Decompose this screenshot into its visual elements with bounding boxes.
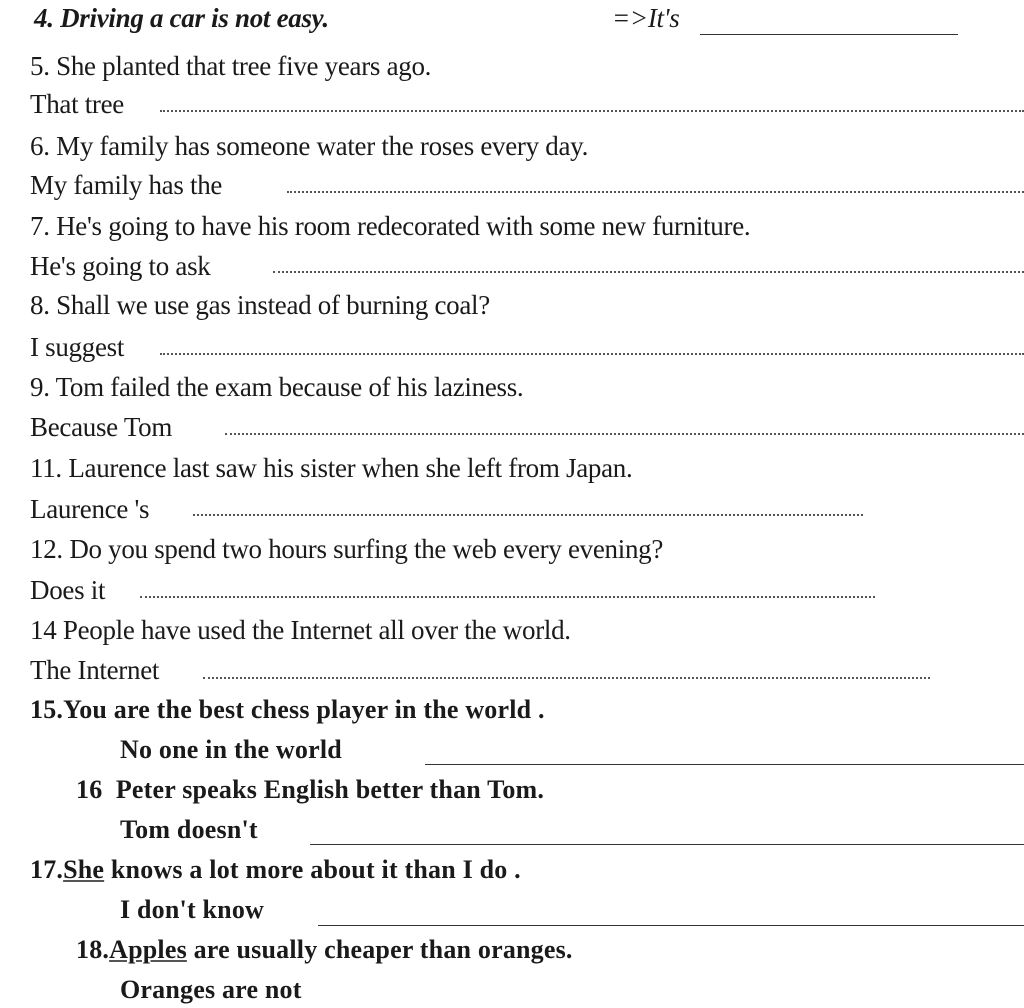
- answer-blank-11[interactable]: [193, 514, 863, 516]
- answer-blank-7[interactable]: [273, 271, 1024, 273]
- answer-blank-12[interactable]: [140, 596, 875, 598]
- question-number: 8.: [30, 290, 50, 320]
- answer-blank-14[interactable]: [203, 677, 930, 679]
- question-number: 5.: [30, 51, 50, 81]
- question-6: [30, 128, 588, 164]
- question-text: are usually cheaper than oranges.: [193, 935, 573, 964]
- question-11: [30, 450, 632, 486]
- answer-prompt-4: =>It's: [612, 3, 680, 33]
- question-number: 7.: [30, 211, 50, 241]
- answer-prompt-6: My family has the: [30, 170, 223, 200]
- question-number: 12.: [30, 534, 63, 564]
- answer-prompt-8: I suggest: [30, 332, 125, 362]
- question-number: 9.: [30, 372, 50, 402]
- answer-blank-4[interactable]: [700, 34, 958, 35]
- question-18: [76, 932, 573, 968]
- question-7: [30, 208, 750, 244]
- question-15: [30, 692, 545, 728]
- question-8: [30, 287, 490, 323]
- question-text: Peter speaks English better than Tom.: [115, 775, 545, 804]
- question-number: 18.: [76, 935, 110, 964]
- answer-blank-8[interactable]: [160, 353, 1024, 355]
- question-text: Do you spend two hours surfing the web every evening?: [69, 534, 664, 564]
- answer-prompt-14: The Internet: [30, 655, 160, 685]
- answer-prompt-15: No one in the world: [120, 735, 342, 764]
- question-12: [30, 531, 663, 567]
- question-9: [30, 369, 523, 405]
- answer-prompt-7: He's going to ask: [30, 251, 211, 281]
- question-number: 11.: [30, 453, 62, 483]
- question-text: My family has someone water the roses every day.: [56, 131, 589, 161]
- answer-prompt-12: Does it: [30, 575, 106, 605]
- question-text: knows a lot more about it than I do .: [110, 855, 521, 884]
- answer-prompt-18: Oranges are not: [120, 975, 302, 1004]
- answer-blank-9[interactable]: [225, 433, 1024, 435]
- answer-blank-6[interactable]: [287, 191, 1024, 193]
- question-5: [30, 48, 431, 84]
- answer-prompt-17: I don't know: [120, 895, 265, 924]
- answer-blank-17[interactable]: [318, 925, 1024, 926]
- question-text: He's going to have his room redecorated with some new furniture.: [56, 211, 751, 241]
- question-number: 14: [30, 615, 57, 645]
- question-number: 17.: [30, 855, 64, 884]
- question-14: [30, 612, 571, 648]
- question-16: [76, 772, 544, 808]
- answer-prompt-9: Because Tom: [30, 412, 173, 442]
- question-4: [34, 0, 329, 36]
- question-number: 4.: [34, 3, 54, 33]
- question-number: 16: [76, 775, 103, 804]
- answer-prompt-11: Laurence 's: [30, 494, 150, 524]
- answer-blank-16[interactable]: [310, 844, 1024, 845]
- answer-blank-5[interactable]: [160, 110, 1024, 112]
- question-text: Laurence last saw his sister when she left from Japan.: [68, 453, 633, 483]
- question-number: 15.: [30, 695, 64, 724]
- question-17: [30, 852, 521, 888]
- question-text: Shall we use gas instead of burning coal?: [56, 290, 490, 320]
- question-subject: Apples: [109, 935, 187, 964]
- answer-prompt-16: Tom doesn't: [120, 815, 258, 844]
- question-text: She planted that tree five years ago.: [56, 51, 432, 81]
- answer-blank-15[interactable]: [425, 764, 1024, 765]
- question-text: Driving a car is not easy.: [60, 3, 329, 33]
- answer-prompt-5: That tree: [30, 89, 124, 119]
- question-text: People have used the Internet all over the world.: [62, 615, 571, 645]
- question-text: Tom failed the exam because of his laziness.: [55, 372, 524, 402]
- question-subject: She: [63, 855, 105, 884]
- question-text: You are the best chess player in the world .: [63, 695, 545, 724]
- question-number: 6.: [30, 131, 50, 161]
